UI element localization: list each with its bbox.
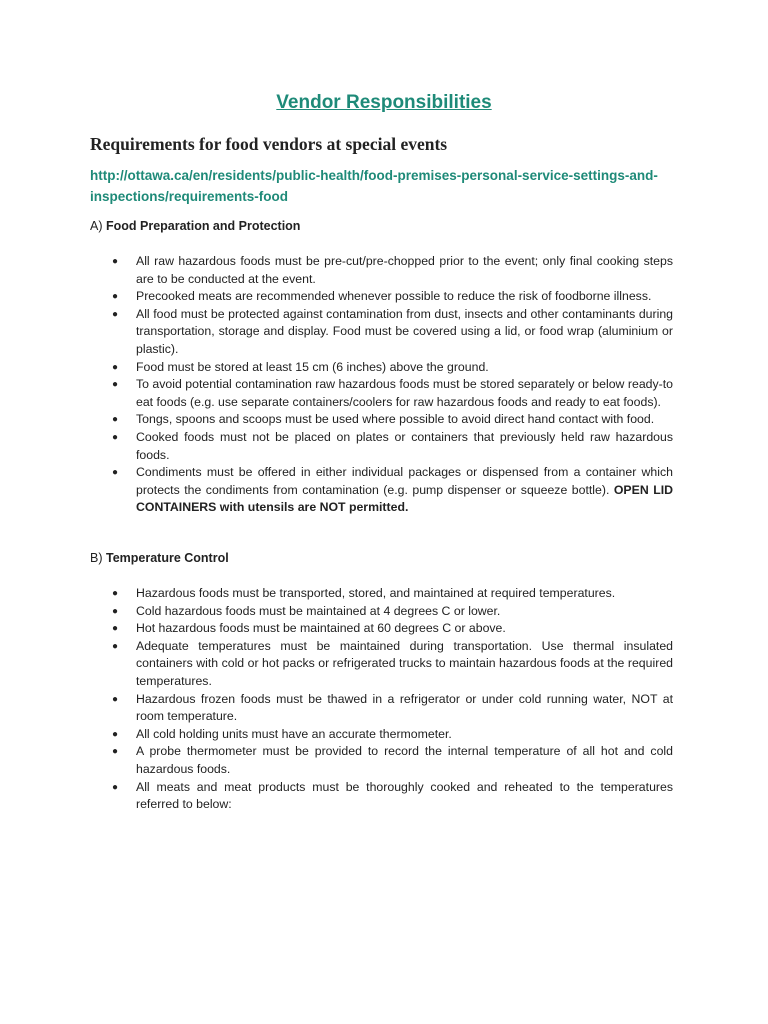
list-item: ● All raw hazardous foods must be pre-cut/pre-chopped prior to the event; only final cooking steps are to be conducted at the event. — [112, 254, 673, 286]
section-a-title: Food Preparation and Protection — [105, 219, 301, 233]
list-item: ● Cold hazardous foods must be maintained at 4 degrees C or lower. — [0, 603, 673, 621]
list-item: ● A probe thermometer must be provided to record the internal temperature of all hot and cold hazardous foods. — [112, 744, 673, 776]
bullet-icon: ● — [112, 588, 119, 599]
list-item: ● All food must be protected against contamination from dust, insects and other contaminants during transportation, storage and display. Food must be covered using a lid, or food wrap (aluminium or plastic). — [112, 306, 673, 356]
bullet-icon: ● — [112, 728, 119, 740]
bullet-icon: ● — [112, 414, 119, 426]
bullet-icon: ● — [112, 291, 119, 303]
page-subtitle: Requirements for food vendors at special events — [90, 134, 448, 154]
section-a-prefix: A) — [90, 219, 103, 233]
list-item: ● Food must be stored at least 15 cm (6 inches) above the ground. — [0, 359, 673, 377]
bullet-icon: ● — [112, 256, 119, 267]
bullet-icon: ● — [112, 693, 119, 705]
section-b-title: Temperature Control — [105, 551, 229, 565]
list-item: ● Tongs, spoons and scoops must be used where possible to avoid direct hand contact with food. — [0, 411, 673, 429]
bullet-icon: ● — [112, 640, 119, 652]
list-item: ● Cooked foods must not be placed on plates or containers that previously held raw hazardous foods. — [112, 429, 673, 462]
list-item: ● Hot hazardous foods must be maintained at 60 degrees C or above. — [0, 620, 673, 638]
list-item: ● Adequate temperatures must be maintained during transportation. Use thermal insulated containers with cold or hot packs or refrigerated trucks to maintain hazardous foods at the required temperatures. — [112, 638, 673, 688]
bullet-icon: ● — [112, 308, 119, 320]
bullet-icon: ● — [112, 746, 119, 758]
list-item: ● All cold holding units must have an accurate thermometer. — [0, 726, 673, 744]
bullet-icon: ● — [112, 623, 119, 635]
bullet-icon: ● — [112, 467, 119, 479]
bullet-icon: ● — [112, 379, 119, 391]
reference-link[interactable]: http://ottawa.ca/en/residents/public-health/food-premises-personal-service-settings-and-inspections/requirements-food — [90, 168, 658, 204]
list-item: ● Hazardous foods must be transported, stored, and maintained at required temperatures. — [0, 585, 673, 603]
section-b-heading — [90, 551, 229, 565]
bullet-icon: ● — [112, 361, 119, 373]
list-item: ● To avoid potential contamination raw hazardous foods must be stored separately or below ready-to eat foods (e.g. use separate containers/coolers for raw hazardous foods and ready to eat foods). — [112, 377, 673, 409]
warning-text: OPEN LID CONTAINERS with utensils are NOT permitted. — [136, 482, 673, 515]
list-item: ● Precooked meats are recommended whenever possible to reduce the risk of foodborne illness. — [0, 288, 673, 306]
list-item: ● Condiments must be offered in either individual packages or dispensed from a container which protects the condiments from contamination (e.g. pump dispenser or squeeze bottle). OPEN LID CONTAINERS with utensils are NOT permitted. — [112, 465, 673, 515]
bullet-icon: ● — [112, 781, 119, 793]
section-a-list — [0, 253, 768, 517]
list-item: ● All meats and meat products must be thoroughly cooked and reheated to the temperatures referred to below: — [112, 779, 673, 812]
section-b-prefix: B) — [90, 551, 103, 565]
section-b-list — [0, 585, 768, 814]
list-item: ● Hazardous frozen foods must be thawed in a refrigerator or under cold running water, NOT at room temperature. — [112, 691, 673, 724]
section-a-heading — [90, 219, 300, 233]
bullet-icon: ● — [112, 605, 119, 617]
page-title: Vendor Responsibilities — [276, 92, 492, 113]
bullet-icon: ● — [112, 431, 119, 443]
